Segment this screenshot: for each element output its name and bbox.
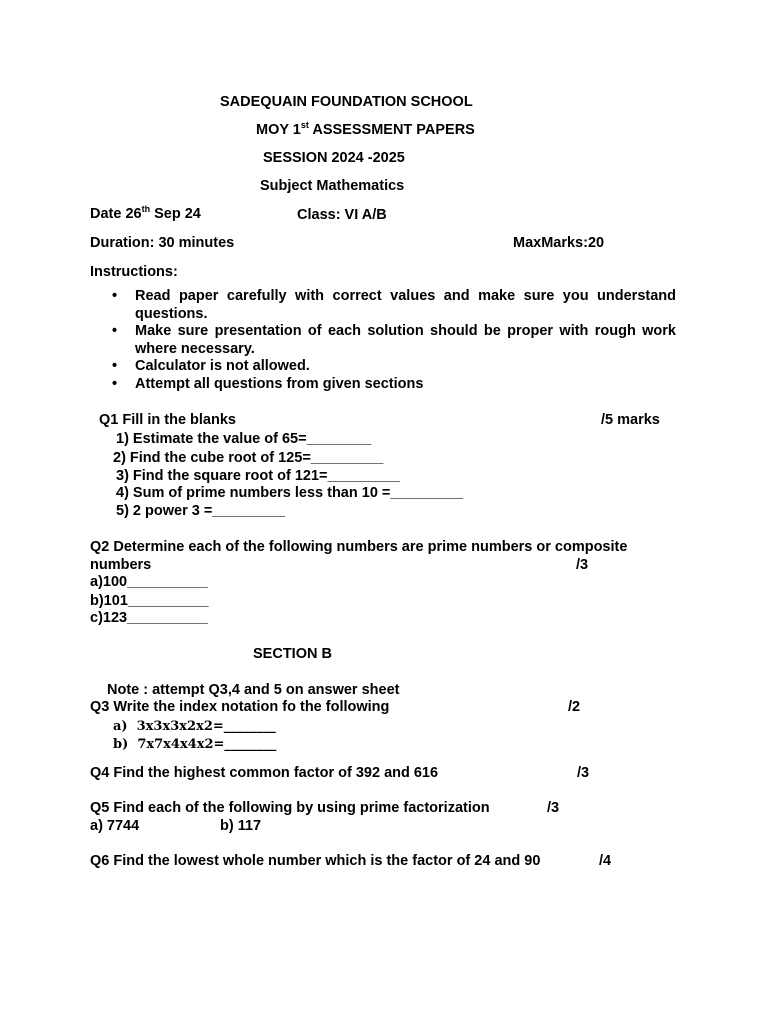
q6-marks: /4 bbox=[599, 853, 612, 869]
q6-title: Q6 Find the lowest whole number which is the factor of 24 and 90 bbox=[90, 853, 541, 869]
assessment-sup: st bbox=[300, 120, 309, 130]
q5-marks: /3 bbox=[547, 800, 560, 816]
q2-title-line2: numbers bbox=[90, 557, 152, 573]
q5-part-a: a) 7744 bbox=[90, 818, 140, 834]
q3-item-label: b) bbox=[113, 737, 129, 752]
date-sup: th bbox=[141, 204, 151, 214]
date-prefix: Date 26 bbox=[90, 206, 142, 222]
session: SESSION 2024 -2025 bbox=[263, 150, 405, 166]
q5-title: Q5 Find each of the following by using prime factorization bbox=[90, 800, 490, 816]
exam-date bbox=[90, 206, 201, 223]
q1-title: Q1 Fill in the blanks bbox=[99, 412, 236, 428]
duration: Duration: 30 minutes bbox=[90, 235, 235, 251]
q3-marks: /2 bbox=[568, 699, 581, 715]
q5-part-b: b) 117 bbox=[220, 818, 262, 834]
instruction-item: • Make sure presentation of each solution should be proper with rough work where necessary. bbox=[90, 323, 676, 358]
assessment-prefix: MOY 1 bbox=[256, 122, 301, 138]
q2-title-line1: Q2 Determine each of the following numbers are prime numbers or composite bbox=[90, 539, 628, 555]
q2-item: c)123__________ bbox=[90, 610, 208, 626]
assessment-title bbox=[256, 122, 475, 139]
q3-item bbox=[113, 718, 276, 735]
q1-item: 3) Find the square root of 121=_________ bbox=[116, 468, 401, 484]
instruction-item: • Attempt all questions from given sections bbox=[90, 376, 676, 394]
school-name: SADEQUAIN FOUNDATION SCHOOL bbox=[220, 94, 473, 110]
q2-item: b)101__________ bbox=[90, 593, 209, 609]
q4-title: Q4 Find the highest common factor of 392 and 616 bbox=[90, 765, 439, 781]
class-label: Class: VI A/B bbox=[297, 207, 387, 223]
q1-item: 5) 2 power 3 =_________ bbox=[116, 503, 285, 519]
q4-marks: /3 bbox=[577, 765, 590, 781]
assessment-suffix: ASSESSMENT PAPERS bbox=[308, 122, 475, 138]
instruction-item: • Read paper carefully with correct values and make sure you understand questions. bbox=[90, 288, 676, 323]
q3-item-label: a) bbox=[113, 719, 128, 734]
section-b-note: Note : attempt Q3,4 and 5 on answer sheet bbox=[107, 682, 400, 698]
section-b-title: SECTION B bbox=[253, 646, 332, 662]
date-suffix: Sep 24 bbox=[150, 206, 201, 222]
subject: Subject Mathematics bbox=[260, 178, 405, 194]
q2-marks: /3 bbox=[576, 557, 589, 573]
instructions-heading: Instructions: bbox=[90, 264, 178, 280]
q3-item-text: 7x7x4x4x2=________ bbox=[137, 737, 277, 752]
instructions-list bbox=[90, 288, 676, 393]
max-marks: MaxMarks:20 bbox=[513, 235, 605, 251]
q3-title: Q3 Write the index notation fo the following bbox=[90, 699, 390, 715]
q1-item: 1) Estimate the value of 65=________ bbox=[116, 431, 372, 447]
instruction-item: • Calculator is not allowed. bbox=[90, 358, 676, 376]
q3-item bbox=[113, 736, 276, 753]
q1-marks: /5 marks bbox=[601, 412, 660, 428]
q2-item: a)100__________ bbox=[90, 574, 208, 590]
q3-item-text: 3x3x3x2x2=________ bbox=[136, 719, 276, 734]
q1-item: 4) Sum of prime numbers less than 10 =_________ bbox=[116, 485, 463, 501]
q1-item: 2) Find the cube root of 125=_________ bbox=[113, 450, 384, 466]
